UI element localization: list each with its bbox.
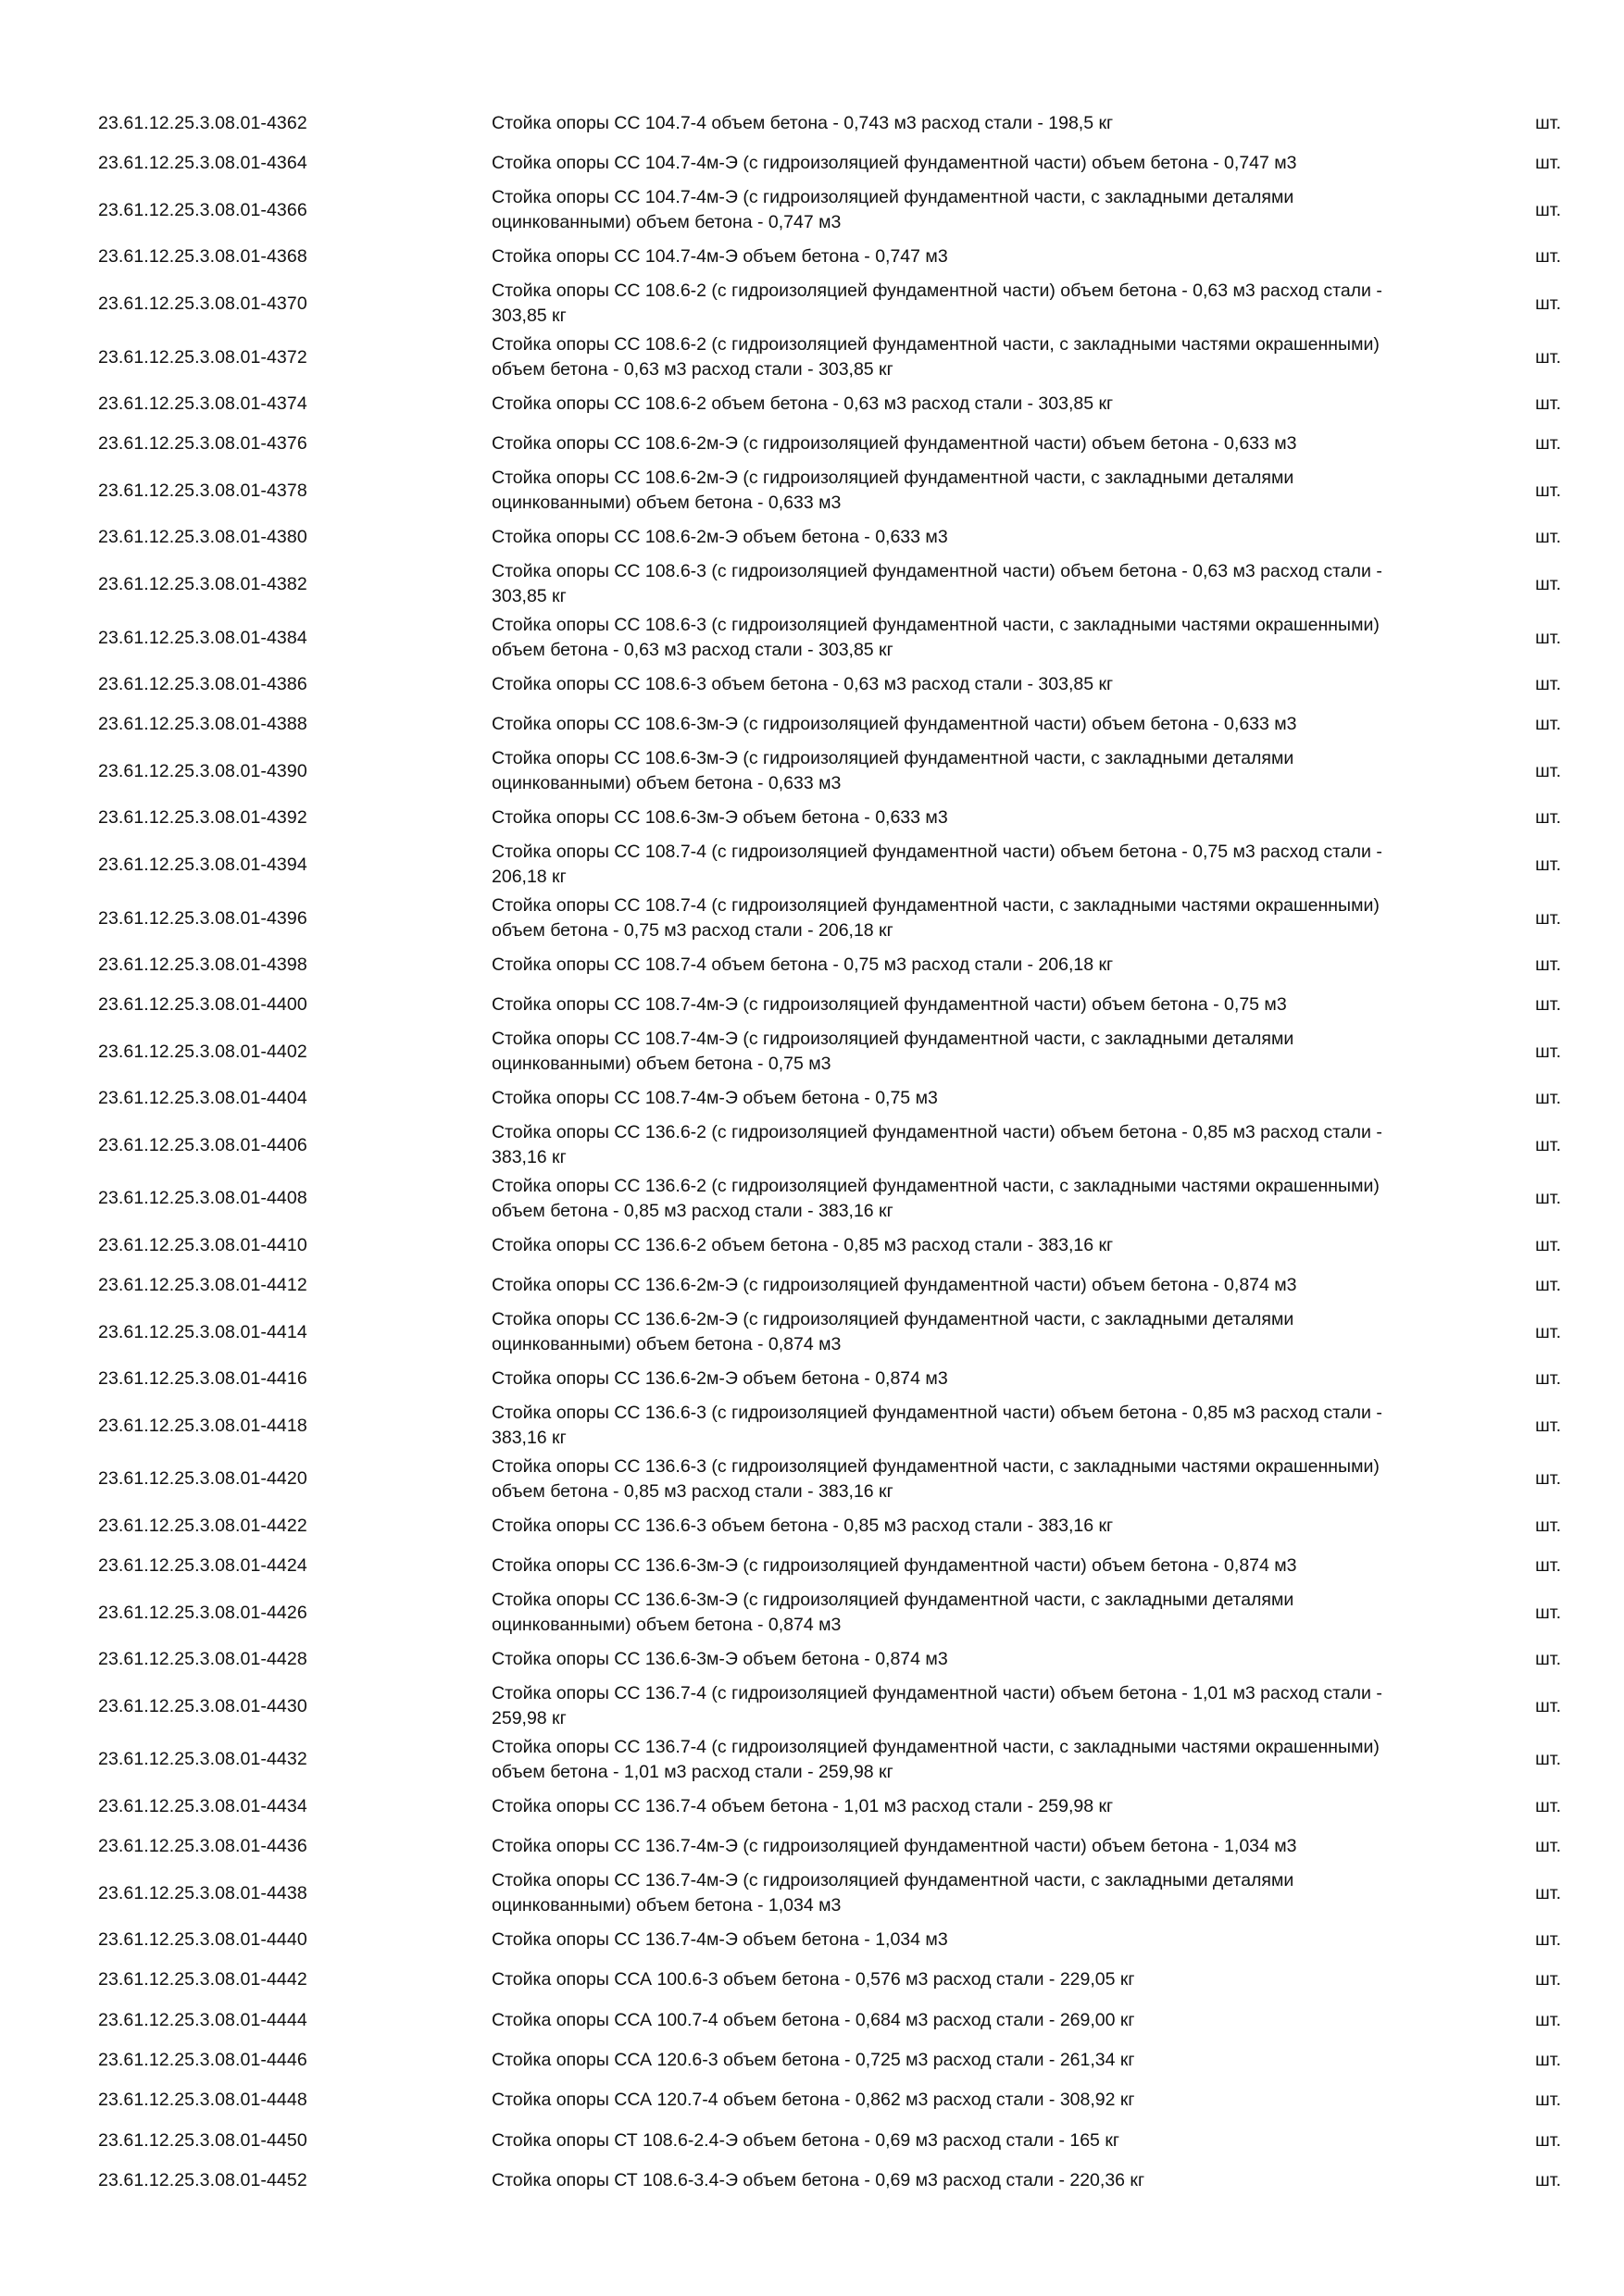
item-description: Стойка опоры СС 108.7-4 объем бетона - 0,75 м3 расход стали - 206,18 кг — [492, 955, 1114, 975]
item-unit: шт. — [1535, 1468, 1561, 1490]
table-row — [98, 1453, 1567, 1506]
table-row — [98, 1118, 1567, 1172]
item-description: Стойка опоры СС 136.7-4 (с гидроизоляцией фундаментной части, с закладными частями окрашенными) объем бетона - 1,01 м3 расход стали - 259,98 кг — [492, 1736, 1380, 1782]
item-description: Стойка опоры СТ 108.6-3.4-Э объем бетона - 0,69 м3 расход стали - 220,36 кг — [492, 2169, 1145, 2190]
item-description: Стойка опоры СС 136.6-3 (с гидроизоляцией фундаментной части, с закладными частями окрашенными) объем бетона - 0,85 м3 расход стали - 383,16 кг — [492, 1455, 1380, 1502]
item-unit: шт. — [1535, 1321, 1561, 1342]
item-unit: шт. — [1535, 433, 1561, 455]
item-description: Стойка опоры СС 108.6-3 (с гидроизоляцией фундаментной части) объем бетона - 0,63 м3 расход стали - 303,85 кг — [492, 561, 1382, 607]
item-description: Стойка опоры СС 136.6-3 (с гидроизоляцией фундаментной части) объем бетона - 0,85 м3 расход стали - 383,16 кг — [492, 1403, 1382, 1449]
item-code: 23.61.12.25.3.08.01-4430 — [98, 1695, 307, 1716]
item-unit: шт. — [1535, 714, 1561, 735]
item-code: 23.61.12.25.3.08.01-4432 — [98, 1749, 307, 1770]
item-description: Стойка опоры СС 136.7-4м-Э (с гидроизоляцией фундаментной части, с закладными деталями оцинкованными) объем бетона - 1,034 м3 — [492, 1870, 1294, 1916]
item-description: Стойка опоры СС 108.6-2м-Э (с гидроизоляцией фундаментной части) объем бетона - 0,633 м3 — [492, 433, 1297, 455]
item-description: Стойка опоры СС 104.7-4 объем бетона - 0,743 м3 расход стали - 198,5 кг — [492, 113, 1114, 134]
item-code: 23.61.12.25.3.08.01-4428 — [98, 1649, 307, 1670]
item-code: 23.61.12.25.3.08.01-4380 — [98, 527, 307, 548]
item-unit: шт. — [1535, 1882, 1561, 1903]
items-table — [98, 104, 1567, 2201]
table-row — [98, 1679, 1567, 1733]
item-unit: шт. — [1535, 1795, 1561, 1816]
item-description: Стойка опоры СС 136.6-3м-Э (с гидроизоляцией фундаментной части, с закладными деталями оцинкованными) объем бетона - 0,874 м3 — [492, 1590, 1294, 1636]
item-unit: шт. — [1535, 1041, 1561, 1062]
table-row — [98, 985, 1567, 1025]
item-code: 23.61.12.25.3.08.01-4398 — [98, 955, 307, 975]
item-unit: шт. — [1535, 955, 1561, 975]
table-row — [98, 1266, 1567, 1305]
item-code: 23.61.12.25.3.08.01-4390 — [98, 760, 307, 781]
item-description: Стойка опоры СС 108.7-4 (с гидроизоляцией фундаментной части) объем бетона - 0,75 м3 расход стали - 206,18 кг — [492, 842, 1382, 888]
item-unit: шт. — [1535, 907, 1561, 929]
table-row — [98, 1025, 1567, 1079]
item-description: Стойка опоры СС 136.6-2 объем бетона - 0,85 м3 расход стали - 383,16 кг — [492, 1234, 1114, 1255]
table-row — [98, 518, 1567, 557]
item-description: Стойка опоры СС 108.7-4 (с гидроизоляцией фундаментной части, с закладными частями окрашенными) объем бетона - 0,75 м3 расход стали - 206,18 кг — [492, 895, 1380, 942]
item-description: Стойка опоры СС 108.6-3 объем бетона - 0,63 м3 расход стали - 303,85 кг — [492, 674, 1114, 695]
item-unit: шт. — [1535, 2129, 1561, 2151]
item-description: Стойка опоры СС 104.7-4м-Э (с гидроизоляцией фундаментной части) объем бетона - 0,747 м3 — [492, 153, 1297, 174]
item-description: Стойка опоры СС 108.6-2м-Э (с гидроизоляцией фундаментной части, с закладными деталями оцинкованными) объем бетона - 0,633 м3 — [492, 468, 1294, 514]
item-code: 23.61.12.25.3.08.01-4446 — [98, 2050, 307, 2071]
table-row — [98, 1866, 1567, 1920]
item-description: Стойка опоры СС 108.7-4м-Э (с гидроизоляцией фундаментной части) объем бетона - 0,75 м3 — [492, 994, 1287, 1016]
item-code: 23.61.12.25.3.08.01-4366 — [98, 199, 307, 220]
item-code: 23.61.12.25.3.08.01-4378 — [98, 480, 307, 501]
item-code: 23.61.12.25.3.08.01-4392 — [98, 807, 307, 829]
table-row — [98, 184, 1567, 238]
table-row — [98, 1399, 1567, 1453]
item-description: Стойка опоры СС 108.6-3м-Э (с гидроизоляцией фундаментной части, с закладными деталями оцинкованными) объем бетона - 0,633 м3 — [492, 748, 1294, 794]
item-code: 23.61.12.25.3.08.01-4368 — [98, 246, 307, 268]
item-code: 23.61.12.25.3.08.01-4386 — [98, 674, 307, 695]
item-description: Стойка опоры СС 136.6-3м-Э объем бетона - 0,874 м3 — [492, 1649, 948, 1670]
item-unit: шт. — [1535, 1836, 1561, 1857]
table-row — [98, 705, 1567, 744]
item-unit: шт. — [1535, 674, 1561, 695]
item-code: 23.61.12.25.3.08.01-4402 — [98, 1041, 307, 1062]
item-code: 23.61.12.25.3.08.01-4426 — [98, 1602, 307, 1623]
item-unit: шт. — [1535, 1134, 1561, 1155]
table-row — [98, 1546, 1567, 1586]
item-unit: шт. — [1535, 1969, 1561, 1990]
item-unit: шт. — [1535, 1929, 1561, 1951]
item-unit: шт. — [1535, 393, 1561, 415]
table-row — [98, 104, 1567, 144]
item-unit: шт. — [1535, 2009, 1561, 2030]
item-code: 23.61.12.25.3.08.01-4362 — [98, 113, 307, 134]
item-code: 23.61.12.25.3.08.01-4396 — [98, 907, 307, 929]
table-row — [98, 745, 1567, 799]
item-description: Стойка опоры СС 108.7-4м-Э (с гидроизоляцией фундаментной части, с закладными деталями оцинкованными) объем бетона - 0,75 м3 — [492, 1029, 1294, 1075]
item-code: 23.61.12.25.3.08.01-4442 — [98, 1969, 307, 1990]
item-description: Стойка опоры СС 136.7-4м-Э объем бетона - 1,034 м3 — [492, 1929, 948, 1951]
table-row — [98, 1305, 1567, 1359]
table-row — [98, 1226, 1567, 1266]
item-description: Стойка опоры СС 104.7-4м-Э объем бетона - 0,747 м3 — [492, 246, 948, 268]
item-code: 23.61.12.25.3.08.01-4450 — [98, 2129, 307, 2151]
item-description: Стойка опоры СС 136.6-3 объем бетона - 0,85 м3 расход стали - 383,16 кг — [492, 1515, 1114, 1536]
item-unit: шт. — [1535, 807, 1561, 829]
item-description: Стойка опоры СС 108.7-4м-Э объем бетона - 0,75 м3 — [492, 1088, 938, 1109]
table-row — [98, 2120, 1567, 2160]
item-code: 23.61.12.25.3.08.01-4452 — [98, 2169, 307, 2190]
item-description: Стойка опоры СС 136.6-2 (с гидроизоляцией фундаментной части) объем бетона - 0,85 м3 расход стали - 383,16 кг — [492, 1122, 1382, 1168]
item-unit: шт. — [1535, 1515, 1561, 1536]
table-row — [98, 798, 1567, 838]
table-row — [98, 611, 1567, 665]
item-code: 23.61.12.25.3.08.01-4424 — [98, 1555, 307, 1577]
table-row — [98, 1586, 1567, 1640]
item-description: Стойка опоры ССА 120.6-3 объем бетона - 0,725 м3 расход стали - 261,34 кг — [492, 2050, 1135, 2071]
item-unit: шт. — [1535, 1088, 1561, 1109]
item-unit: шт. — [1535, 1368, 1561, 1390]
item-description: Стойка опоры СС 136.6-2 (с гидроизоляцией фундаментной части, с закладными частями окрашенными) объем бетона - 0,85 м3 расход стали - 383,16 кг — [492, 1175, 1380, 1221]
item-code: 23.61.12.25.3.08.01-4416 — [98, 1368, 307, 1390]
table-row — [98, 1640, 1567, 1679]
item-code: 23.61.12.25.3.08.01-4422 — [98, 1515, 307, 1536]
table-row — [98, 1920, 1567, 1960]
item-description: Стойка опоры СС 108.6-2м-Э объем бетона - 0,633 м3 — [492, 527, 948, 548]
item-code: 23.61.12.25.3.08.01-4394 — [98, 854, 307, 875]
item-unit: шт. — [1535, 1555, 1561, 1577]
item-unit: шт. — [1535, 480, 1561, 501]
table-row — [98, 384, 1567, 424]
table-row — [98, 144, 1567, 183]
item-unit: шт. — [1535, 346, 1561, 368]
item-code: 23.61.12.25.3.08.01-4436 — [98, 1836, 307, 1857]
table-row — [98, 1079, 1567, 1118]
item-description: Стойка опоры ССА 100.7-4 объем бетона - 0,684 м3 расход стали - 269,00 кг — [492, 2009, 1135, 2030]
table-row — [98, 558, 1567, 612]
item-unit: шт. — [1535, 246, 1561, 268]
item-description: Стойка опоры СС 136.6-2м-Э (с гидроизоляцией фундаментной части) объем бетона - 0,874 м3 — [492, 1275, 1297, 1296]
table-row — [98, 1960, 1567, 2000]
item-unit: шт. — [1535, 1695, 1561, 1716]
table-row — [98, 2080, 1567, 2120]
item-unit: шт. — [1535, 199, 1561, 220]
item-code: 23.61.12.25.3.08.01-4384 — [98, 627, 307, 648]
table-row — [98, 1733, 1567, 1787]
table-row — [98, 945, 1567, 985]
item-description: Стойка опоры СС 108.6-2 (с гидроизоляцией фундаментной части) объем бетона - 0,63 м3 расход стали - 303,85 кг — [492, 281, 1382, 327]
table-row — [98, 1506, 1567, 1546]
table-row — [98, 278, 1567, 331]
item-code: 23.61.12.25.3.08.01-4438 — [98, 1882, 307, 1903]
item-description: Стойка опоры СС 136.7-4 объем бетона - 1,01 м3 расход стали - 259,98 кг — [492, 1795, 1114, 1816]
item-description: Стойка опоры СС 104.7-4м-Э (с гидроизоляцией фундаментной части, с закладными деталями оцинкованными) объем бетона - 0,747 м3 — [492, 187, 1294, 233]
item-description: Стойка опоры СС 136.6-2м-Э объем бетона - 0,874 м3 — [492, 1368, 948, 1390]
item-unit: шт. — [1535, 1749, 1561, 1770]
item-code: 23.61.12.25.3.08.01-4408 — [98, 1188, 307, 1209]
item-unit: шт. — [1535, 1649, 1561, 1670]
item-description: Стойка опоры СС 136.6-2м-Э (с гидроизоляцией фундаментной части, с закладными деталями оцинкованными) объем бетона - 0,874 м3 — [492, 1309, 1294, 1355]
item-code: 23.61.12.25.3.08.01-4440 — [98, 1929, 307, 1951]
item-description: Стойка опоры СС 136.7-4 (с гидроизоляцией фундаментной части) объем бетона - 1,01 м3 расход стали - 259,98 кг — [492, 1683, 1382, 1729]
table-row — [98, 2040, 1567, 2080]
table-row — [98, 465, 1567, 518]
item-unit: шт. — [1535, 1234, 1561, 1255]
item-code: 23.61.12.25.3.08.01-4434 — [98, 1795, 307, 1816]
item-code: 23.61.12.25.3.08.01-4370 — [98, 293, 307, 314]
items-table-body — [98, 104, 1567, 2201]
item-unit: шт. — [1535, 854, 1561, 875]
table-row — [98, 2001, 1567, 2040]
item-code: 23.61.12.25.3.08.01-4420 — [98, 1468, 307, 1490]
item-unit: шт. — [1535, 627, 1561, 648]
table-row — [98, 1787, 1567, 1827]
item-description: Стойка опоры ССА 120.7-4 объем бетона - 0,862 м3 расход стали - 308,92 кг — [492, 2090, 1135, 2111]
item-code: 23.61.12.25.3.08.01-4404 — [98, 1088, 307, 1109]
item-unit: шт. — [1535, 1275, 1561, 1296]
item-code: 23.61.12.25.3.08.01-4406 — [98, 1134, 307, 1155]
item-description: Стойка опоры СС 108.6-3 (с гидроизоляцией фундаментной части, с закладными частями окрашенными) объем бетона - 0,63 м3 расход стали - 303,85 кг — [492, 615, 1380, 661]
item-unit: шт. — [1535, 113, 1561, 134]
item-code: 23.61.12.25.3.08.01-4376 — [98, 433, 307, 455]
item-code: 23.61.12.25.3.08.01-4364 — [98, 153, 307, 174]
item-code: 23.61.12.25.3.08.01-4418 — [98, 1415, 307, 1436]
item-description: Стойка опоры СС 136.6-3м-Э (с гидроизоляцией фундаментной части) объем бетона - 0,874 м3 — [492, 1555, 1297, 1577]
table-row — [98, 1359, 1567, 1399]
item-code: 23.61.12.25.3.08.01-4388 — [98, 714, 307, 735]
table-row — [98, 2161, 1567, 2201]
item-code: 23.61.12.25.3.08.01-4410 — [98, 1234, 307, 1255]
item-unit: шт. — [1535, 2090, 1561, 2111]
table-row — [98, 665, 1567, 705]
item-unit: шт. — [1535, 2169, 1561, 2190]
item-description: Стойка опоры СТ 108.6-2.4-Э объем бетона - 0,69 м3 расход стали - 165 кг — [492, 2129, 1119, 2151]
item-code: 23.61.12.25.3.08.01-4400 — [98, 994, 307, 1016]
item-code: 23.61.12.25.3.08.01-4412 — [98, 1275, 307, 1296]
item-description: Стойка опоры СС 108.6-3м-Э объем бетона - 0,633 м3 — [492, 807, 948, 829]
table-row — [98, 237, 1567, 277]
item-unit: шт. — [1535, 1602, 1561, 1623]
item-description: Стойка опоры ССА 100.6-3 объем бетона - 0,576 м3 расход стали - 229,05 кг — [492, 1969, 1135, 1990]
item-unit: шт. — [1535, 760, 1561, 781]
item-code: 23.61.12.25.3.08.01-4414 — [98, 1321, 307, 1342]
table-row — [98, 331, 1567, 384]
table-row — [98, 1172, 1567, 1226]
item-description: Стойка опоры СС 108.6-3м-Э (с гидроизоляцией фундаментной части) объем бетона - 0,633 м3 — [492, 714, 1297, 735]
item-unit: шт. — [1535, 2050, 1561, 2071]
item-unit: шт. — [1535, 527, 1561, 548]
item-description: Стойка опоры СС 108.6-2 объем бетона - 0,63 м3 расход стали - 303,85 кг — [492, 393, 1114, 415]
item-description: Стойка опоры СС 136.7-4м-Э (с гидроизоляцией фундаментной части) объем бетона - 1,034 м3 — [492, 1836, 1297, 1857]
item-unit: шт. — [1535, 994, 1561, 1016]
item-code: 23.61.12.25.3.08.01-4444 — [98, 2009, 307, 2030]
table-row — [98, 1827, 1567, 1866]
table-row — [98, 838, 1567, 892]
item-unit: шт. — [1535, 1415, 1561, 1436]
item-code: 23.61.12.25.3.08.01-4372 — [98, 346, 307, 368]
item-code: 23.61.12.25.3.08.01-4448 — [98, 2090, 307, 2111]
table-row — [98, 424, 1567, 464]
item-code: 23.61.12.25.3.08.01-4374 — [98, 393, 307, 415]
item-unit: шт. — [1535, 573, 1561, 594]
item-unit: шт. — [1535, 153, 1561, 174]
item-unit: шт. — [1535, 293, 1561, 314]
table-row — [98, 892, 1567, 945]
item-description: Стойка опоры СС 108.6-2 (с гидроизоляцией фундаментной части, с закладными частями окрашенными) объем бетона - 0,63 м3 расход стали - 303,85 кг — [492, 334, 1380, 381]
item-code: 23.61.12.25.3.08.01-4382 — [98, 573, 307, 594]
item-unit: шт. — [1535, 1188, 1561, 1209]
